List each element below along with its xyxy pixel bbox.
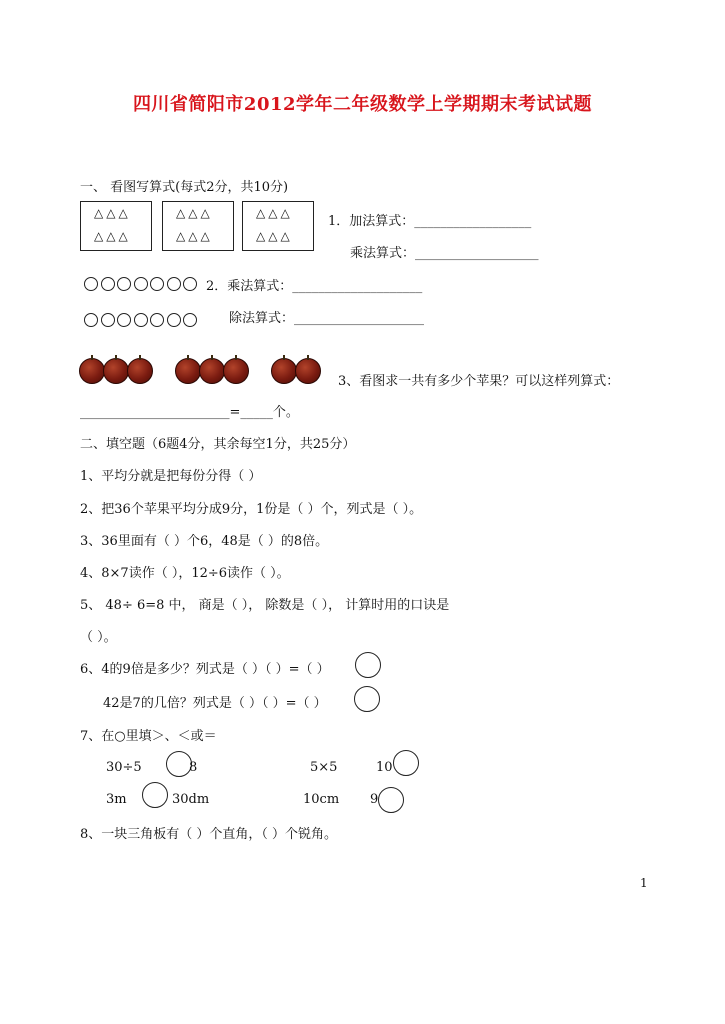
compare-a-left: 30÷5: [106, 760, 142, 775]
q1-multiplication-line: 乘法算式：___________________: [350, 246, 539, 261]
circle-row-1: [84, 277, 200, 295]
fill-q3: 3、36里面有（ ）个6，48是（ ）的8倍。: [80, 534, 329, 549]
apple-group-2: [175, 358, 247, 388]
apple-icon: [271, 358, 297, 384]
circle-icon: [84, 313, 98, 327]
triangle-row: △△△: [176, 206, 213, 220]
circle-icon: [101, 313, 115, 327]
triangle-row: △△△: [176, 229, 213, 243]
circle-icon: [150, 277, 164, 291]
circle-icon: [117, 277, 131, 291]
operator-circle: [355, 652, 381, 678]
circle-icon: [84, 277, 98, 291]
q3-answer-line: _______________________=_____个。: [80, 405, 299, 420]
apple-icon: [295, 358, 321, 384]
q3-question: 3、看图求一共有多少个苹果？可以这样列算式：: [338, 374, 620, 389]
fill-q6-line1: 6、4的9倍是多少？列式是（ ）（ ）=（ ）: [80, 662, 330, 677]
fill-q8: 8、一块三角板有（ ）个直角，（ ）个锐角。: [80, 827, 338, 842]
triangle-row: △△△: [256, 229, 293, 243]
apple-icon: [103, 358, 129, 384]
apple-icon: [127, 358, 153, 384]
circle-icon: [101, 277, 115, 291]
apple-icon: [223, 358, 249, 384]
compare-circle: [378, 787, 404, 813]
compare-a-right: 8: [189, 760, 198, 775]
compare-b-right: 10: [376, 760, 393, 775]
apple-group-1: [79, 358, 151, 388]
compare-circle: [142, 782, 168, 808]
fill-q7: 7、在○里填＞、＜或＝: [80, 729, 217, 744]
fill-q2: 2、把36个苹果平均分成9分，1份是（ ）个，列式是（ ）。: [80, 502, 423, 517]
apple-icon: [79, 358, 105, 384]
page-title: 四川省简阳市2012学年二年级数学上学期期末考试试题: [132, 94, 593, 115]
triangle-box-1: [80, 201, 152, 251]
apple-group-3: [271, 358, 319, 388]
triangle-box-3: [242, 201, 314, 251]
section2-heading: 二、填空题（6题4分，其余每空1分，共25分）: [80, 437, 356, 452]
circle-icon: [167, 277, 181, 291]
triangle-row: △△△: [94, 229, 131, 243]
circle-icon: [183, 313, 197, 327]
fill-q1: 1、平均分就是把每份分得（ ）: [80, 469, 262, 484]
fill-q5-line2: （ ）。: [80, 630, 117, 645]
circle-icon: [117, 313, 131, 327]
compare-b-left: 5×5: [310, 760, 338, 775]
operator-circle: [354, 686, 380, 712]
compare-circle: [393, 750, 419, 776]
fill-q5-line1: 5、 48÷ 6=8 中， 商是（ ）， 除数是（ ）， 计算时用的口诀是: [80, 598, 450, 613]
section1-heading: 一、 看图写算式(每式2分，共10分): [80, 180, 289, 195]
q2-multiplication-line: 2．乘法算式：____________________: [206, 279, 423, 294]
page-number: 1: [640, 876, 648, 890]
apple-icon: [199, 358, 225, 384]
circle-icon: [134, 313, 148, 327]
circle-icon: [167, 313, 181, 327]
compare-d-right: 9: [370, 792, 379, 807]
triangle-box-2: [162, 201, 234, 251]
fill-q6-line2: 42是7的几倍？列式是（ ）（ ）=（ ）: [103, 696, 327, 711]
compare-d-left: 10cm: [303, 792, 340, 807]
fill-q4: 4、8×7读作（ ），12÷6读作（ ）。: [80, 566, 290, 581]
q2-division-line: 除法算式：____________________: [229, 311, 425, 326]
circle-icon: [183, 277, 197, 291]
q1-addition-line: 1．加法算式：__________________: [328, 214, 532, 229]
circle-row-2: [84, 313, 200, 331]
triangle-row: △△△: [94, 206, 131, 220]
compare-c-left: 3m: [106, 792, 127, 807]
circle-icon: [134, 277, 148, 291]
triangle-row: △△△: [256, 206, 293, 220]
circle-icon: [150, 313, 164, 327]
compare-c-right: 30dm: [172, 792, 210, 807]
apple-icon: [175, 358, 201, 384]
